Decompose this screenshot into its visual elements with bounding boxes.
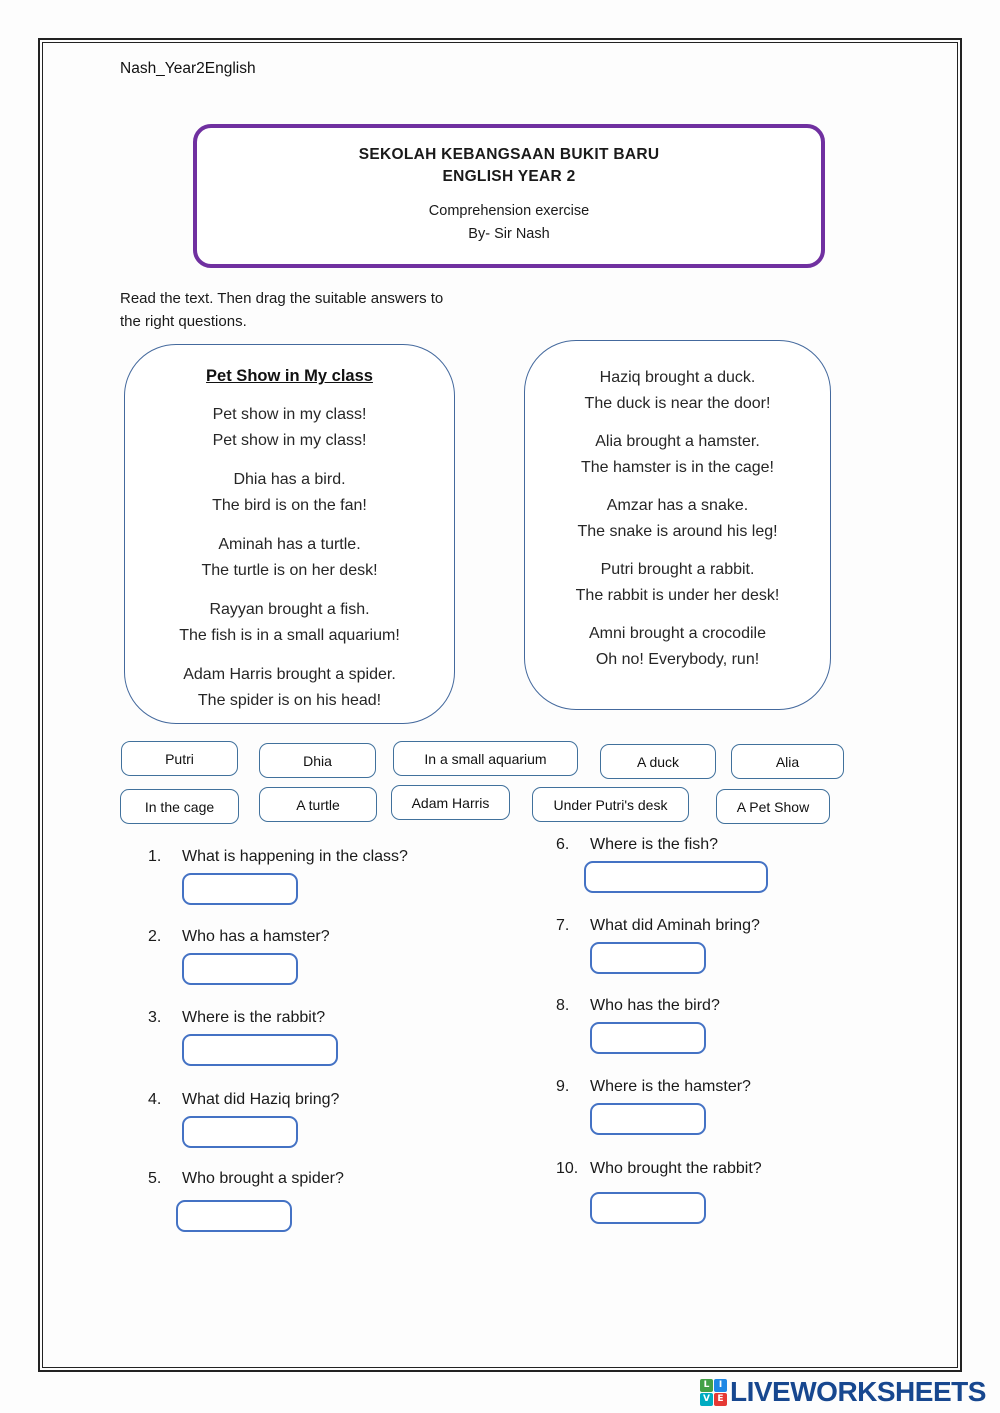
passage-line: Pet show in my class! xyxy=(212,406,367,423)
liveworksheets-logo[interactable] xyxy=(700,1376,986,1408)
instructions xyxy=(120,287,500,333)
passage-line: Aminah has a turtle. xyxy=(218,536,361,553)
question-6 xyxy=(556,836,768,893)
passage-line: Pet show in my class! xyxy=(212,432,367,449)
passage-line: Oh no! Everybody, run! xyxy=(595,651,760,668)
passage-line: Rayyan brought a fish. xyxy=(209,601,370,618)
answer-drop-zone-1[interactable] xyxy=(182,873,298,905)
stanza xyxy=(525,621,830,673)
answer-chip-in-a-small-aquarium[interactable]: In a small aquarium xyxy=(393,741,578,776)
stanza xyxy=(525,557,830,609)
question-text: What did Aminah bring? xyxy=(590,917,760,934)
question-text: Who has the bird? xyxy=(590,997,720,1014)
passage-line: Dhia has a bird. xyxy=(233,471,346,488)
stanza xyxy=(125,532,454,584)
question-2 xyxy=(148,928,330,985)
logo-square-e: E xyxy=(714,1393,727,1406)
question-text: Where is the fish? xyxy=(590,836,719,853)
passage-line: The fish is in a small aquarium! xyxy=(179,627,400,644)
logo-square-l: L xyxy=(700,1379,713,1392)
passage-line: Haziq brought a duck. xyxy=(599,369,756,386)
question-text: Where is the hamster? xyxy=(590,1078,751,1095)
header-card xyxy=(193,124,825,268)
passage-line: Alia brought a hamster. xyxy=(595,433,760,450)
question-5 xyxy=(148,1170,344,1232)
question-4 xyxy=(148,1091,339,1148)
question-text: What is happening in the class? xyxy=(182,848,408,865)
question-number: 7. xyxy=(556,917,570,934)
answer-drop-zone-4[interactable] xyxy=(182,1116,298,1148)
question-number: 1. xyxy=(148,848,162,865)
exercise-type: Comprehension exercise xyxy=(428,203,590,219)
stanza xyxy=(125,402,454,454)
passage-line: The rabbit is under her desk! xyxy=(575,587,780,604)
question-text: Who has a hamster? xyxy=(182,928,330,945)
question-3 xyxy=(148,1009,338,1066)
question-number: 3. xyxy=(148,1009,162,1026)
stanza xyxy=(125,467,454,519)
question-number: 8. xyxy=(556,997,570,1014)
answer-chip-adam-harris[interactable]: Adam Harris xyxy=(391,785,510,820)
answer-drop-zone-7[interactable] xyxy=(590,942,706,974)
passage-line: Amni brought a crocodile xyxy=(589,625,766,642)
stanza xyxy=(125,597,454,649)
answer-drop-zone-8[interactable] xyxy=(590,1022,706,1054)
instructions-line1: Read the text. Then drag the suitable answers to xyxy=(120,290,444,307)
passage-line: Amzar has a snake. xyxy=(606,497,749,514)
brand-wordmark: LIVEWORKSHEETS xyxy=(730,1376,986,1407)
question-number: 6. xyxy=(556,836,570,853)
answer-chip-under-putris-desk[interactable]: Under Putri's desk xyxy=(532,787,689,822)
question-text: Who brought a spider? xyxy=(182,1170,344,1187)
answer-chip-dhia[interactable]: Dhia xyxy=(259,743,376,778)
stanza xyxy=(525,493,830,545)
stanza xyxy=(125,662,454,714)
passage-line: The duck is near the door! xyxy=(584,395,771,412)
passage-line: The hamster is in the cage! xyxy=(581,459,774,476)
stanza xyxy=(525,429,830,481)
question-1 xyxy=(148,848,408,905)
question-text: Who brought the rabbit? xyxy=(590,1160,762,1177)
answer-drop-zone-5[interactable] xyxy=(176,1200,292,1232)
question-text: What did Haziq bring? xyxy=(182,1091,340,1108)
question-9 xyxy=(556,1078,751,1135)
answer-chip-a-duck[interactable]: A duck xyxy=(600,744,716,779)
question-text: Where is the rabbit? xyxy=(182,1009,326,1026)
question-7 xyxy=(556,917,760,974)
logo-square-i: I xyxy=(714,1379,727,1392)
question-number: 4. xyxy=(148,1091,162,1108)
answer-drop-zone-10[interactable] xyxy=(590,1192,706,1224)
answer-drop-zone-2[interactable] xyxy=(182,953,298,985)
instructions-line2: the right questions. xyxy=(120,313,247,330)
answer-drop-zone-3[interactable] xyxy=(182,1034,338,1066)
passage-line: The bird is on the fan! xyxy=(212,497,367,514)
passage-line: Adam Harris brought a spider. xyxy=(183,666,396,683)
answer-drop-zone-6[interactable] xyxy=(584,861,768,893)
subject-line: ENGLISH YEAR 2 xyxy=(442,168,576,185)
question-8 xyxy=(556,997,720,1054)
answer-chip-a-pet-show[interactable]: A Pet Show xyxy=(716,789,830,824)
answer-drop-zone-9[interactable] xyxy=(590,1103,706,1135)
passage-box-left xyxy=(124,344,455,724)
byline: By- Sir Nash xyxy=(468,226,550,242)
school-name: SEKOLAH KEBANGSAAN BUKIT BARU xyxy=(358,146,660,163)
answer-chip-a-turtle[interactable]: A turtle xyxy=(259,787,377,822)
answer-chip-in-the-cage[interactable]: In the cage xyxy=(120,789,239,824)
passage-line: The spider is on his head! xyxy=(197,692,382,709)
question-number: 9. xyxy=(556,1078,570,1095)
passage-line: Putri brought a rabbit. xyxy=(600,561,755,578)
question-number: 5. xyxy=(148,1170,162,1187)
stanza xyxy=(525,365,830,417)
logo-square-v: V xyxy=(700,1393,713,1406)
liveworksheets-icon xyxy=(700,1379,727,1406)
passage-line: The turtle is on her desk! xyxy=(201,562,378,579)
answer-chip-alia[interactable]: Alia xyxy=(731,744,844,779)
header-gap xyxy=(197,188,821,200)
question-10 xyxy=(556,1160,762,1224)
passage-box-right xyxy=(524,340,831,710)
answer-chip-putri[interactable]: Putri xyxy=(121,741,238,776)
question-number: 2. xyxy=(148,928,162,945)
question-number: 10. xyxy=(556,1160,579,1177)
passage-title: Pet Show in My class xyxy=(206,367,373,385)
author-tag: Nash_Year2English xyxy=(120,60,256,77)
passage-line: The snake is around his leg! xyxy=(577,523,778,540)
